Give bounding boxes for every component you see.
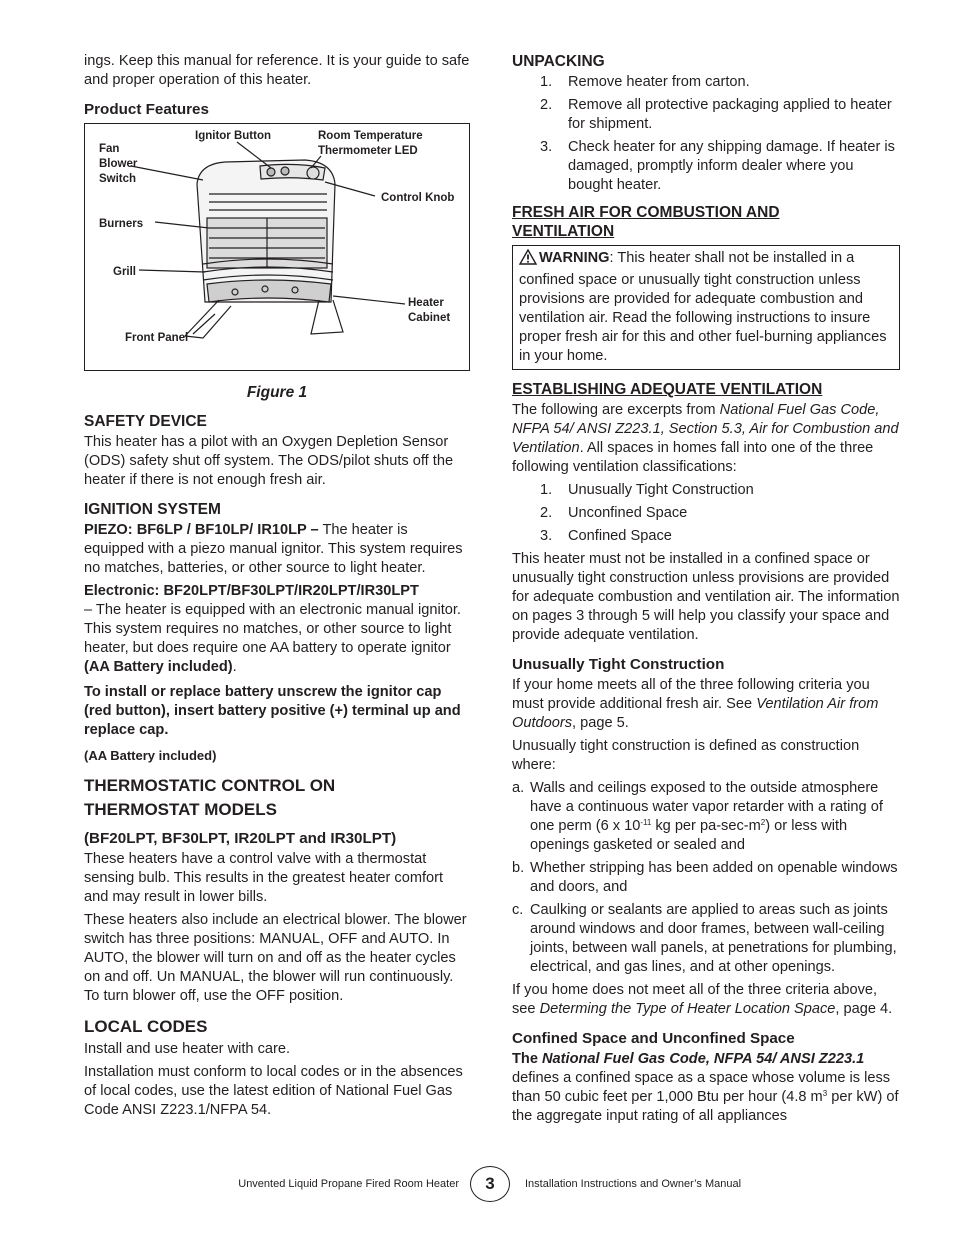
figure-label-fan: Fan	[99, 143, 120, 155]
figure-label-cabinet: Cabinet	[408, 312, 451, 324]
local-codes-p1: Install and use heater with care.	[84, 1041, 291, 1057]
right-column	[512, 52, 900, 1130]
intro-text: ings. Keep this manual for reference. It is your guide to safe and proper operation of this heater.	[84, 53, 470, 88]
establishing-intro: The following are excerpts from National Fuel Gas Code, NFPA 54/ ANSI Z223.1, Section 5.3, Air for Combustion and Ventilation. All spaces in homes fall into one of the three following ventilation classifications:	[512, 402, 899, 475]
unpacking-list	[512, 73, 900, 195]
tight-p1: If your home meets all of the three following criteria you must provide additional fresh air. See Ventilation Air from Outdoors, page 5.	[512, 677, 879, 731]
list-item: 1. Remove heater from carton.	[540, 74, 750, 90]
list-item: c. Caulking or sealants are applied to areas such as joints around windows and door frames, between wall-ceiling joints, between wall panels, at penetrations for plumbing, electrical, and gas lines, and at other openings.	[512, 902, 897, 975]
aa-note: (AA Battery included)	[84, 748, 217, 763]
confined-text: The National Fuel Gas Code, NFPA 54/ ANSI Z223.1 defines a confined space as a space whose volume is less than 50 cubic feet per 1,000 Btu per hour (4.8 $m^3$ per kW) of the aggregate input rating of all appliances	[512, 1051, 899, 1124]
figure-label-burners: Burners	[99, 218, 144, 230]
nfpa-reference: National Fuel Gas Code, NFPA 54/ ANSI Z223.1, Section 5.3, Air for Combustion and Ventilation	[512, 402, 899, 456]
local-codes-p2: Installation must conform to local codes or in the absences of local codes, use the latest edition of National Fuel Gas Code ANSI Z223.1/NFPA 54.	[84, 1064, 463, 1118]
list-item: 3. Confined Space	[540, 528, 672, 544]
footer-right-text: Installation Instructions and Owner’s Manual	[525, 1178, 742, 1190]
electronic-label: Electronic: BF20LPT/BF30LPT/IR20LPT/IR30LPT	[84, 583, 419, 599]
figure-label-front-panel: Front Panel	[125, 332, 189, 344]
piezo-text: The heater is equipped with a piezo manual ignitor. This system requires no matches, batteries, or other source to light heater.	[84, 522, 463, 576]
period: .	[232, 659, 237, 675]
electronic-text: – The heater is equipped with an electronic manual ignitor. This system requires no matches, or other source to light heater, but does require one AA battery to operate ignitor	[84, 602, 461, 656]
safety-device-heading: SAFETY DEVICE	[84, 413, 207, 430]
figure-label-control-knob: Control Knob	[381, 192, 455, 204]
figure-label-heater: Heater	[408, 297, 444, 309]
figure-label-blower: Blower	[99, 158, 138, 170]
figure-1	[84, 123, 470, 371]
figure-label-room-temp-1: Room Temperature	[318, 130, 423, 142]
thermostatic-heading-2: THERMOSTAT MODELS	[84, 800, 277, 819]
confined-heading: Confined Space and Unconfined Space	[512, 1030, 795, 1047]
warning-box	[512, 245, 900, 370]
figure-caption: Figure 1	[246, 384, 308, 401]
warning-text: : This heater shall not be installed in a confined space or unusually tight construction unless provisions are provided for adequate combustion and ventilation air. Read the following instructions to insure proper fresh air for this and other fuel-burning appliances in your home.	[519, 250, 887, 364]
page-number: 3	[470, 1166, 510, 1202]
piezo-label: PIEZO: BF6LP / BF10LP/ IR10LP –	[84, 522, 319, 538]
figure-label-room-temp-2: Thermometer LED	[318, 145, 418, 157]
list-item: 3. Check heater for any shipping damage. If heater is damaged, promptly inform dealer where you bought heater.	[540, 139, 895, 193]
list-item: a. Walls and ceilings exposed to the outside atmosphere have a continuous water vapor retarder with a rating of one perm (6 x $10^{-11}$ kg per $pa-\sec-m^2$) or less with openings gasketed or sealed and	[512, 780, 883, 853]
figure-label-grill: Grill	[113, 266, 137, 278]
list-item: b. Whether stripping has been added on openable windows and doors, and	[512, 860, 898, 895]
fresh-air-heading-2: VENTILATION	[512, 223, 615, 240]
figure-label-ignitor-button: Ignitor Button	[195, 130, 272, 142]
tight-p2: Unusually tight construction is defined as construction where:	[512, 738, 860, 773]
thermostatic-heading-1: THERMOSTATIC CONTROL ON	[84, 776, 336, 795]
tight-heading: Unusually Tight Construction	[512, 656, 725, 673]
page-footer	[0, 1166, 954, 1202]
unpacking-heading: UNPACKING	[512, 53, 605, 70]
criteria-list	[512, 779, 900, 977]
aa-included: (AA Battery included)	[84, 659, 233, 675]
electronic-paragraph	[84, 582, 470, 677]
classification-list	[512, 481, 900, 546]
tight-p3: If you home does not meet all of the three criteria above, see Determing the Type of Heater Location Space, page 4.	[512, 982, 893, 1017]
establishing-heading: ESTABLISHING ADEQUATE VENTILATION	[512, 381, 823, 398]
footer-left-text: Unvented Liquid Propane Fired Room Heater	[238, 1178, 459, 1190]
left-column	[84, 52, 470, 1124]
warning-triangle-icon	[519, 249, 537, 271]
figure-label-switch: Switch	[99, 173, 137, 185]
list-item: 1. Unusually Tight Construction	[540, 482, 754, 498]
piezo-paragraph	[84, 521, 470, 578]
establishing-p2: This heater must not be installed in a confined space or unusually tight construction unless provisions are provided for adequate combustion and ventilation air. The information on pages 3 through 5 will help you classify your space and provide adequate ventilation.	[512, 551, 900, 643]
thermostatic-p2: These heaters also include an electrical blower. The blower switch has three positions: MANUAL, OFF and AUTO. In AUTO, the blower will turn on and off as the heater cycles on and off. Un MANUAL, the blower will run continuously. To turn blower off, use the OFF position.	[84, 912, 467, 1004]
product-features-heading: Product Features	[84, 101, 209, 118]
thermostatic-models: (BF20LPT, BF30LPT, IR20LPT and IR30LPT)	[84, 830, 397, 847]
list-item: 2. Remove all protective packaging applied to heater for shipment.	[540, 97, 892, 132]
warning-label: WARNING	[539, 250, 610, 266]
local-codes-heading: LOCAL CODES	[84, 1017, 208, 1036]
ignition-heading: IGNITION SYSTEM	[84, 501, 221, 518]
safety-device-text: This heater has a pilot with an Oxygen Depletion Sensor (ODS) safety shut off system. The ODS/pilot shuts off the heater if there is not enough fresh air.	[84, 434, 454, 488]
battery-instruction: To install or replace battery unscrew the ignitor cap (red button), insert battery positive (+) terminal up and replace cap.	[84, 684, 461, 738]
fresh-air-heading-1: FRESH AIR FOR COMBUSTION AND	[512, 204, 780, 221]
list-item: 2. Unconfined Space	[540, 505, 688, 521]
thermostatic-p1: These heaters have a control valve with a thermostat sensing bulb. This results in the greatest heater comfort and may result in lower bills.	[84, 851, 444, 905]
